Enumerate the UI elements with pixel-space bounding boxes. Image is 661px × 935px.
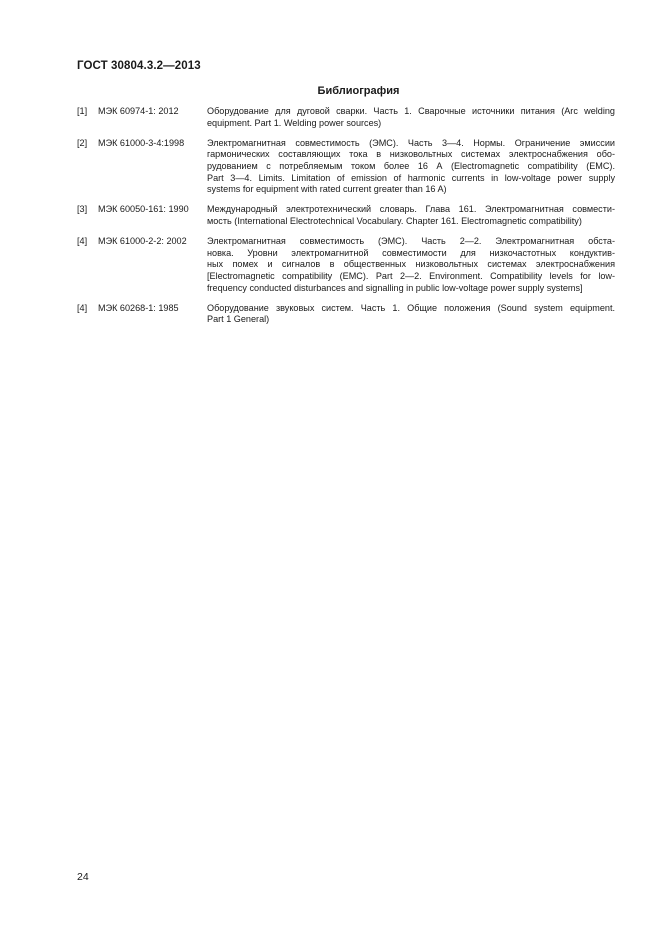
description-line: Электромагнитная совместимость (ЭМС). Часть 3—4. Нормы. Ограничение эмиссии [207,137,615,148]
description-line: новка. Уровни электромагнитной совместимости для низкочастотных кондуктив- [207,247,615,258]
entry-description [207,204,615,227]
document-code-header: ГОСТ 30804.3.2—2013 [77,60,201,72]
bibliography-entry [77,106,617,129]
description-line: мость (International Electrotechnical Vocabulary. Chapter 161. Electromagnetic compatibility) [207,215,582,226]
bibliography-entry [77,138,617,196]
description-line: frequency conducted disturbances and signalling in public low-voltage power supply systems] [207,282,583,293]
bibliography-heading [0,85,661,97]
entry-description [207,106,615,129]
description-line: Международный электротехнический словарь. Глава 161. Электромагнитная совмести- [207,204,615,215]
standard-code: МЭК 60268-1: 1985 [98,302,179,313]
entry-description [207,303,615,326]
bibliography-title: Библиография [317,85,400,97]
standard-code: МЭК 60050-161: 1990 [98,204,189,215]
description-line: [Electromagnetic compatibility (EMC). Part 2—2. Environment. Compatibility levels for low- [207,270,615,281]
description-line: гармонических составляющих тока в низковольтных системах электроснабжения обо- [207,149,615,160]
description-line: рудованием с потребляемым током более 16 А (Electromagnetic compatibility (EMC). [207,160,615,171]
page-number: 24 [77,871,89,883]
description-line: systems for equipment with rated current greater than 16 A) [207,184,447,195]
bibliography-entry [77,303,617,326]
bibliography-entry [77,236,617,294]
entry-number: [4] [77,236,88,247]
standard-code: МЭК 61000-3-4:1998 [98,137,185,148]
standard-code: МЭК 60974-1: 2012 [98,106,179,116]
entry-description [207,138,615,196]
description-line: Part 1 General) [207,314,270,325]
bibliography-list [77,106,617,334]
description-line: equipment. Part 1. Welding power sources) [207,117,382,128]
bibliography-entry [77,204,617,227]
entry-number: [3] [77,204,88,215]
entry-number: [4] [77,302,88,313]
description-line: Электромагнитная совместимость (ЭМС). Часть 2—2. Электромагнитная обста- [207,236,615,247]
entry-number: [1] [77,106,88,116]
entry-description [207,236,615,294]
description-line: ных помех и сигналов в общественных низковольтных системах электроснабжения [207,259,615,270]
description-line: Part 3—4. Limits. Limitation of emission of harmonic currents in low-voltage power supply [207,172,615,183]
description-line: Оборудование для дуговой сварки. Часть 1. Сварочные источники питания (Arc welding [207,106,615,116]
standard-code: МЭК 61000-2-2: 2002 [98,236,187,247]
entry-number: [2] [77,137,88,148]
description-line: Оборудование звуковых систем. Часть 1. Общие положения (Sound system equipment. [207,302,615,313]
